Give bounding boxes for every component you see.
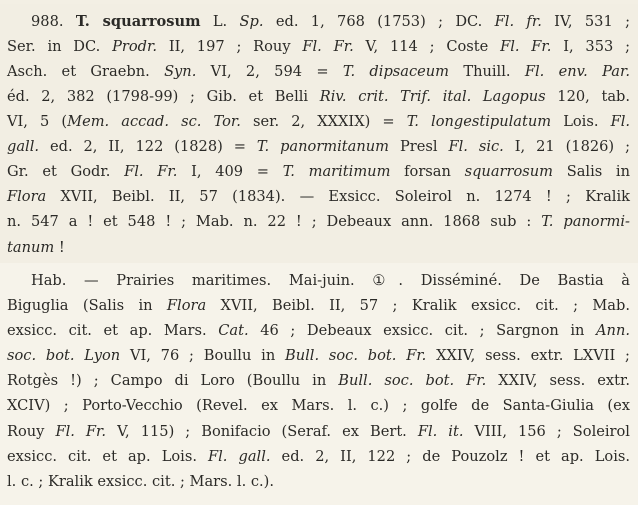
entry-text-run: T. panormi- — [541, 213, 630, 230]
entry-text-run: Fl. sic. — [448, 138, 504, 155]
habitat-line — [0, 344, 638, 368]
habitat-text-run: Bull. soc. bot. Fr. — [285, 347, 427, 364]
habitat-line — [0, 394, 638, 418]
habitat-text-run: Hab. — Prairies maritimes. Mai-juin. ①. Disséminé. De Bastia à — [31, 272, 630, 289]
species-entry — [0, 4, 638, 263]
entry-text-run: 988. — [31, 13, 76, 30]
entry-text-run: gall. — [7, 138, 40, 155]
entry-line — [0, 236, 638, 260]
entry-text-run: ! — [54, 239, 65, 256]
entry-text-run: Salis in — [553, 163, 630, 180]
entry-text-run: Ser. in DC. — [7, 38, 113, 55]
habitat-text-run: Fl. Fr. — [55, 423, 107, 440]
habitat-line — [0, 420, 638, 444]
entry-text-run: IV, 531 ; — [541, 13, 630, 30]
entry-text-run: Prodr. — [112, 38, 158, 55]
entry-text-run: Fl. Fr. — [302, 38, 354, 55]
habitat-text-run: l. c. ; Kralik exsicc. cit. ; Mars. l. c.). — [7, 473, 275, 490]
entry-text-run: Mem. accad. sc. Tor. — [67, 113, 241, 130]
entry-text-run: II, 197 ; Rouy — [157, 38, 303, 55]
entry-text-run: Flora — [7, 188, 47, 205]
habitat-text-run: ed. 2, II, 122 ; de Pouzolz ! et ap. Lois. — [270, 448, 630, 465]
habitat-text-run: Rouy — [7, 423, 56, 440]
entry-text-run: Sp. — [239, 13, 264, 30]
habitat-text-run: soc. bot. Lyon — [7, 347, 121, 364]
habitat-text-run: XXIV, sess. extr. — [486, 372, 631, 389]
entry-text-run: Fl. Fr. — [500, 38, 552, 55]
entry-line — [0, 135, 638, 159]
habitat-text-run: XCIV) ; Porto-Vecchio (Revel. ex Mars. l. c.) ; golfe de Santa-Giulia (ex — [7, 397, 630, 414]
entry-text-run: ser. 2, XXXIX) = — [240, 113, 407, 130]
entry-line — [0, 210, 638, 234]
habitat-text-run: Rotgès !) ; Campo di Loro (Boullu in — [7, 372, 339, 389]
habitat-text-run: exsicc. cit. et ap. Lois. — [7, 448, 209, 465]
entry-text-run: tanum — [7, 239, 55, 256]
entry-text-run: Riv. crit. Trif. ital. Lagopus — [319, 88, 546, 105]
habitat-text-run: VIII, 156 ; Soleirol — [463, 423, 630, 440]
entry-text-run: I, 21 (1826) ; — [503, 138, 630, 155]
habitat-text-run: V, 115) ; Bonifacio (Seraf. ex Bert. — [106, 423, 418, 440]
entry-line — [0, 35, 638, 59]
entry-text-run: T. dipsaceum — [342, 63, 450, 80]
entry-text-run: Thuill. — [449, 63, 525, 80]
entry-text-run: squarrosum — [464, 163, 553, 180]
entry-line — [0, 85, 638, 109]
entry-text-run: I, 409 = — [177, 163, 283, 180]
entry-text-run: Fl. Fr. — [124, 163, 178, 180]
habitat-section — [0, 263, 638, 505]
habitat-text-run: XXIV, sess. extr. LXVII ; — [426, 347, 630, 364]
habitat-text-run: 46 ; Debeaux exsicc. cit. ; Sargnon in — [248, 322, 597, 339]
entry-text-run: I, 353 ; — [551, 38, 630, 55]
entry-line — [0, 185, 638, 209]
entry-text-run: V, 114 ; Coste — [353, 38, 501, 55]
habitat-line — [0, 445, 638, 469]
habitat-text-run: exsicc. cit. et ap. Mars. — [7, 322, 219, 339]
entry-text-run: T. maritimum — [282, 163, 391, 180]
habitat-text-run: Fl. gall. — [208, 448, 271, 465]
habitat-text-run: Bull. soc. bot. Fr. — [338, 372, 487, 389]
entry-text-run: ed. 1, 768 (1753) ; DC. — [263, 13, 495, 30]
entry-text-run: Presl — [389, 138, 449, 155]
entry-line — [0, 110, 638, 134]
habitat-text-run: Biguglia (Salis in — [7, 297, 167, 314]
habitat-line — [0, 269, 638, 293]
habitat-text-run: Fl. it. — [417, 423, 464, 440]
entry-text-run: Asch. et Graebn. — [7, 63, 165, 80]
entry-text-run: T. panormitanum — [256, 138, 389, 155]
entry-text-run: Fl. — [610, 113, 630, 130]
entry-text-run: 120, tab. — [545, 88, 630, 105]
entry-text-run: Gr. et Godr. — [7, 163, 125, 180]
habitat-text-run: Flora — [166, 297, 207, 314]
entry-text-run: VI, 2, 594 = — [196, 63, 343, 80]
habitat-line — [0, 470, 638, 494]
habitat-text-run: VI, 76 ; Boullu in — [120, 347, 286, 364]
entry-line — [0, 60, 638, 84]
entry-text-run: VI, 5 ( — [7, 113, 68, 130]
habitat-line — [0, 369, 638, 393]
habitat-line — [0, 319, 638, 343]
entry-text-run: Syn. — [164, 63, 197, 80]
entry-text-run: n. 547 a ! et 548 ! ; Mab. n. 22 ! ; Debeaux ann. 1868 sub : — [7, 213, 542, 230]
entry-text-run: Fl. env. Par. — [524, 63, 630, 80]
habitat-text-run: Cat. — [218, 322, 249, 339]
entry-text-run: éd. 2, 382 (1798-99) ; Gib. et Belli — [7, 88, 320, 105]
habitat-text-run: XVII, Beibl. II, 57 ; Kralik exsicc. cit. ; Mab. — [206, 297, 630, 314]
habitat-line — [0, 294, 638, 318]
entry-text-run: T. longestipulatum — [406, 113, 552, 130]
entry-text-run: XVII, Beibl. II, 57 (1834). — Exsicc. Soleirol n. 1274 ! ; Kralik — [46, 188, 630, 205]
habitat-text-run: Ann. — [596, 322, 630, 339]
entry-line — [0, 10, 638, 34]
entry-text-run: L. — [200, 13, 240, 30]
entry-text-run: forsan — [390, 163, 465, 180]
entry-text-run: Lois. — [551, 113, 611, 130]
entry-text-run: Fl. fr. — [494, 13, 542, 30]
entry-line — [0, 160, 638, 184]
entry-text-run: T. squarrosum — [75, 13, 201, 30]
entry-text-run: ed. 2, II, 122 (1828) = — [39, 138, 257, 155]
